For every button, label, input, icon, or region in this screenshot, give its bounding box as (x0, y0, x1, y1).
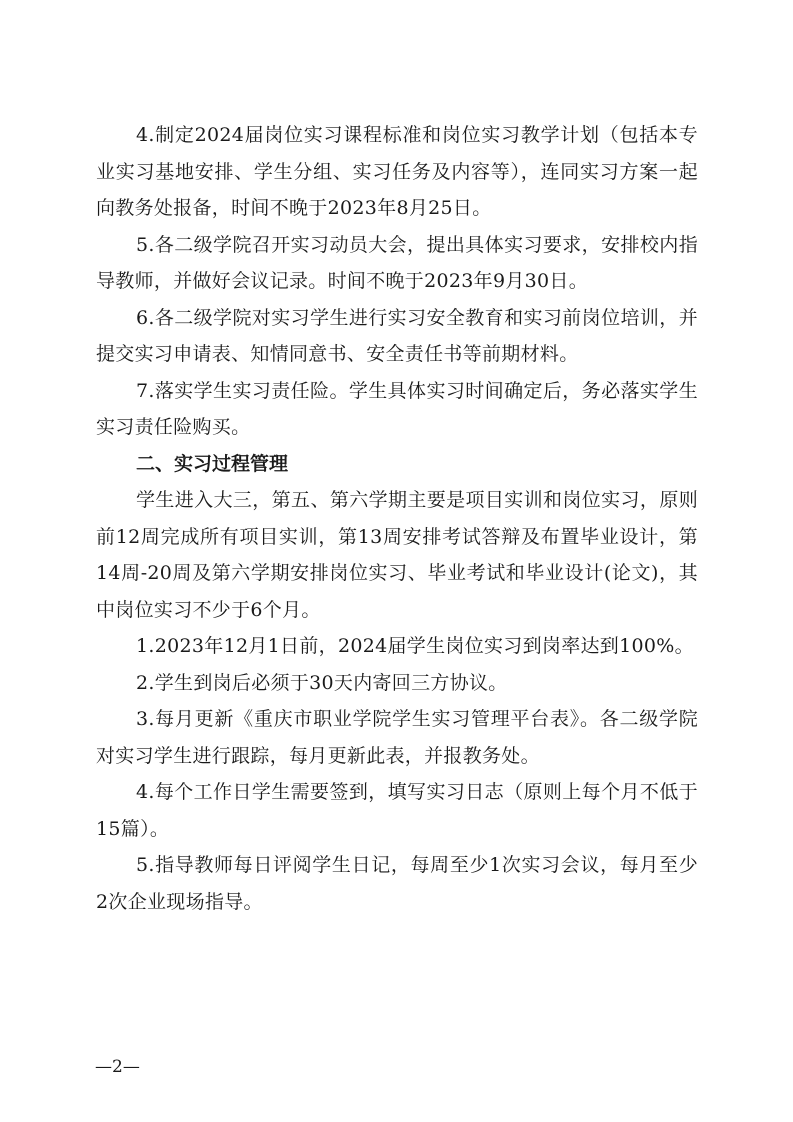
paragraph-item-5: 5.各二级学院召开实习动员大会，提出具体实习要求，安排校内指导教师，并做好会议记录。时间不晚于2023年9月30日。 (96, 233, 698, 292)
paragraph-item-6: 6.各二级学院对实习学生进行实习安全教育和实习前岗位培训，并提交实习申请表、知情同意书、安全责任书等前期材料。 (96, 306, 698, 365)
section-item-4: 4.每个工作日学生需要签到，填写实习日志（原则上每个月不低于15篇）。 (96, 781, 698, 840)
section-heading: 二、实习过程管理 (136, 452, 289, 475)
document-body (96, 117, 698, 920)
paragraph-item-4: 4.制定2024届岗位实习课程标准和岗位实习教学计划（包括本专业实习基地安排、学生分组、实习任务及内容等），连同实习方案一起向教务处报备，时间不晚于2023年8月25日。 (96, 124, 698, 219)
section-intro-paragraph: 学生进入大三，第五、第六学期主要是项目实训和岗位实习，原则前12周完成所有项目实训，第13周安排考试答辩及布置毕业设计，第14周-20周及第六学期安排岗位实习、毕业考试和毕业设计(论文)，其中岗位实习不少于6个月。 (96, 489, 698, 621)
section-item-2: 2.学生到岗后必须于30天内寄回三方协议。 (136, 671, 508, 694)
paragraph-item-7: 7.落实学生实习责任险。学生具体实习时间确定后，务必落实学生实习责任险购买。 (96, 379, 698, 438)
page-number: —2— (95, 1057, 140, 1077)
section-item-5: 5.指导教师每日评阅学生日记，每周至少1次实习会议，每月至少2次企业现场指导。 (96, 854, 698, 913)
section-item-3: 3.每月更新《重庆市职业学院学生实习管理平台表》。各二级学院对实习学生进行跟踪，每月更新此表，并报教务处。 (96, 708, 698, 767)
section-item-1: 1.2023年12月1日前，2024届学生岗位实习到岗率达到100%。 (136, 635, 694, 657)
